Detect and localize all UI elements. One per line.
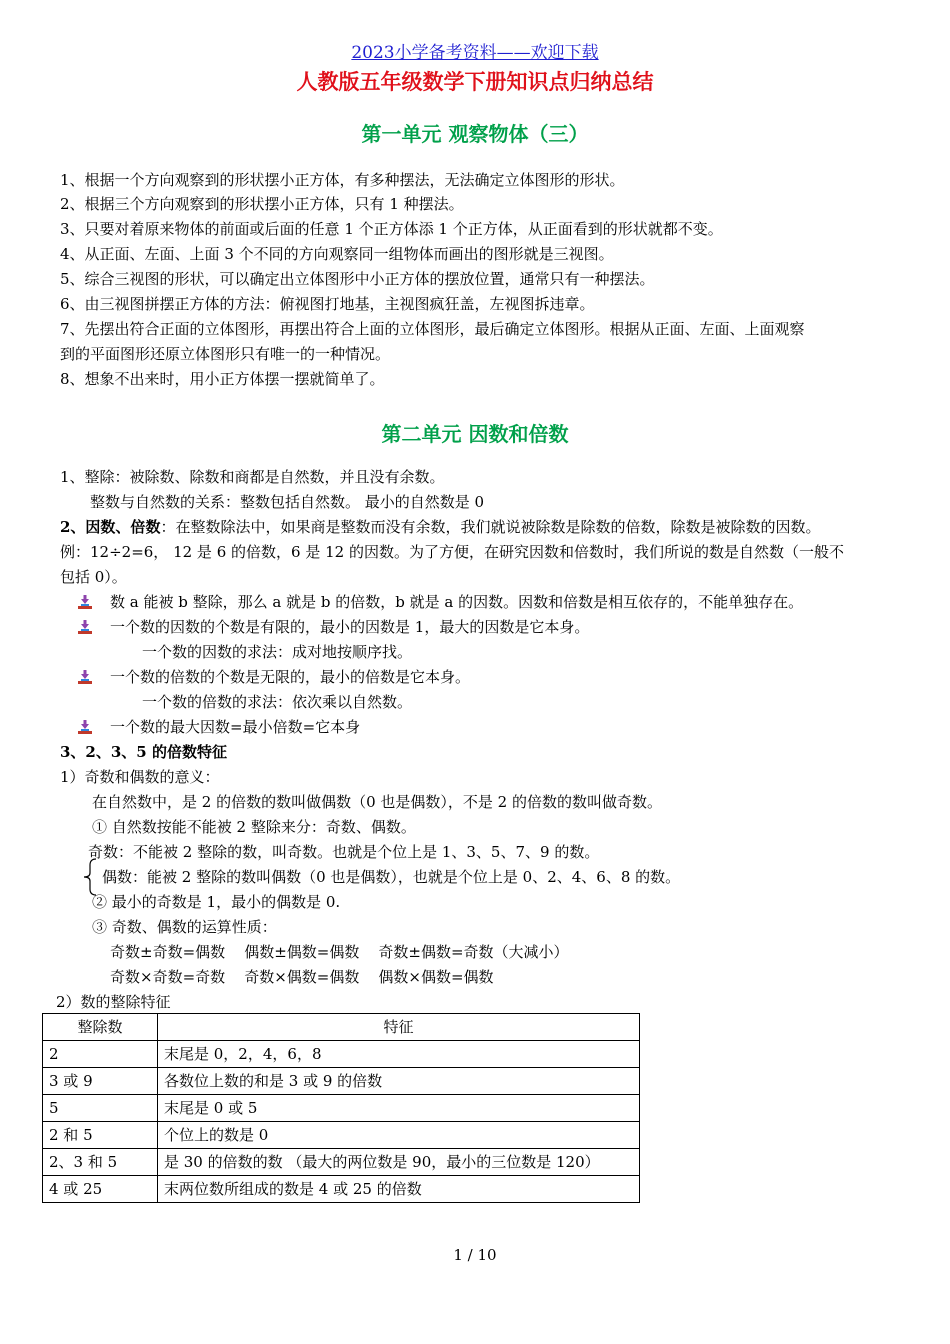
table-cell: 2 和 5 [43, 1122, 158, 1149]
parity-add-rules: 奇数±奇数=偶数 偶数±偶数=偶数 奇数±偶数=奇数（大减小） [110, 943, 569, 961]
table-row [43, 1041, 640, 1068]
download-arrow-icon [78, 595, 92, 609]
brace-icon [82, 858, 98, 896]
integer-relation: 整数与自然数的关系：整数包括自然数。 最小的自然数是 0 [90, 493, 485, 511]
factor-multiple-label: 2、因数、倍数 [60, 518, 161, 536]
bullet-item: 一个数的因数的个数是有限的，最小的因数是 1，最大的因数是它本身。 [110, 618, 590, 636]
table-row [43, 1095, 640, 1122]
divisibility-definition: 1、整除：被除数、除数和商都是自然数，并且没有余数。 [60, 468, 445, 486]
document-title: 人教版五年级数学下册知识点归纳总结 [296, 70, 654, 94]
table-header-row [43, 1014, 640, 1041]
table-cell: 末尾是 0，2，4，6，8 [158, 1041, 640, 1068]
table-cell: 5 [43, 1095, 158, 1122]
table-header: 特征 [158, 1014, 640, 1041]
page-number: 1 / 10 [453, 1246, 497, 1264]
unit1-line: 5、综合三视图的形状，可以确定出立体图形中小正方体的摆放位置，通常只有一种摆法。 [60, 270, 655, 288]
table-cell: 4 或 25 [43, 1176, 158, 1203]
table-row [43, 1122, 640, 1149]
table-cell: 末两位数所组成的数是 4 或 25 的倍数 [158, 1176, 640, 1203]
bullet-item: 数 a 能被 b 整除，那么 a 就是 b 的倍数，b 就是 a 的因数。因数和倍数是相互依存的，不能单独存在。 [110, 593, 804, 611]
unit1-line: 1、根据一个方向观察到的形状摆小正方体，有多种摆法，无法确定立体图形的形状。 [60, 171, 625, 189]
download-arrow-icon [78, 720, 92, 734]
bullet-item: 一个数的最大因数=最小倍数=它本身 [110, 718, 361, 736]
parity-multiply-rules: 奇数×奇数=奇数 奇数×偶数=偶数 偶数×偶数=偶数 [110, 968, 494, 986]
unit2-title: 第二单元 因数和倍数 [381, 422, 569, 446]
odd-definition: 奇数：不能被 2 整除的数，叫奇数。也就是个位上是 1、3、5、7、9 的数。 [88, 843, 600, 861]
even-definition: 偶数：能被 2 整除的数叫偶数（0 也是偶数），也就是个位上是 0、2、4、6、8 的数。 [102, 868, 681, 886]
unit1-line: 7、先摆出符合正面的立体图形，再摆出符合上面的立体图形，最后确定立体图形。根据从正面、左面、上面观察 [60, 320, 805, 338]
table-cell: 末尾是 0 或 5 [158, 1095, 640, 1122]
bullet-item: 一个数的倍数的个数是无限的，最小的倍数是它本身。 [110, 668, 471, 686]
divisibility-title: 2）数的整除特征 [56, 993, 171, 1011]
factor-multiple-note: 包括 0）。 [60, 568, 127, 586]
table-cell: 个位上的数是 0 [158, 1122, 640, 1149]
table-cell: 是 30 的倍数的数 （最大的两位数是 90，最小的三位数是 120） [158, 1149, 640, 1176]
factor-multiple-example: 例：12÷2=6， 12 是 6 的倍数，6 是 12 的因数。为了方便，在研究因数和倍数时，我们所说的数是自然数（一般不 [60, 543, 844, 561]
download-arrow-icon [78, 670, 92, 684]
unit1-line: 2、根据三个方向观察到的形状摆小正方体，只有 1 种摆法。 [60, 195, 464, 213]
odd-even-definition: 在自然数中，是 2 的倍数的数叫做偶数（0 也是偶数），不是 2 的倍数的数叫做奇数。 [92, 793, 662, 811]
factor-multiple-definition [60, 517, 900, 537]
odd-even-point3: ③ 奇数、偶数的运算性质： [92, 918, 277, 936]
unit1-title: 第一单元 观察物体（三） [361, 122, 589, 146]
unit1-line: 6、由三视图拼摆正方体的方法：俯视图打地基，主视图疯狂盖，左视图拆违章。 [60, 295, 595, 313]
table-cell: 2 [43, 1041, 158, 1068]
unit1-line: 4、从正面、左面、上面 3 个不同的方向观察同一组物体而画出的图形就是三视图。 [60, 245, 614, 263]
unit1-line: 8、想象不出来时，用小正方体摆一摆就简单了。 [60, 370, 385, 388]
odd-even-title: 1）奇数和偶数的意义： [60, 768, 220, 786]
divisibility-table [42, 1013, 640, 1203]
table-row [43, 1068, 640, 1095]
table-header: 整除数 [43, 1014, 158, 1041]
section3-title: 3、2、3、5 的倍数特征 [60, 743, 227, 761]
download-arrow-icon [78, 620, 92, 634]
odd-even-point1: ① 自然数按能不能被 2 整除来分：奇数、偶数。 [92, 818, 416, 836]
odd-even-point2: ② 最小的奇数是 1，最小的偶数是 0. [92, 893, 341, 911]
factor-method: 一个数的因数的求法：成对地按顺序找。 [142, 643, 413, 661]
table-cell: 各数位上数的和是 3 或 9 的倍数 [158, 1068, 640, 1095]
unit1-line: 到的平面图形还原立体图形只有唯一的一种情况。 [60, 345, 391, 363]
table-cell: 3 或 9 [43, 1068, 158, 1095]
table-row [43, 1149, 640, 1176]
header-link[interactable]: 2023小学备考资料——欢迎下载 [351, 43, 599, 63]
unit1-line: 3、只要对着原来物体的前面或后面的任意 1 个正方体添 1 个正方体，从正面看到的形状就都不变。 [60, 220, 723, 238]
table-row [43, 1176, 640, 1203]
multiple-method: 一个数的倍数的求法：依次乘以自然数。 [142, 693, 413, 711]
table-cell: 2、3 和 5 [43, 1149, 158, 1176]
factor-multiple-text: ：在整数除法中，如果商是整数而没有余数，我们就说被除数是除数的倍数，除数是被除数的因数。 [160, 518, 821, 536]
